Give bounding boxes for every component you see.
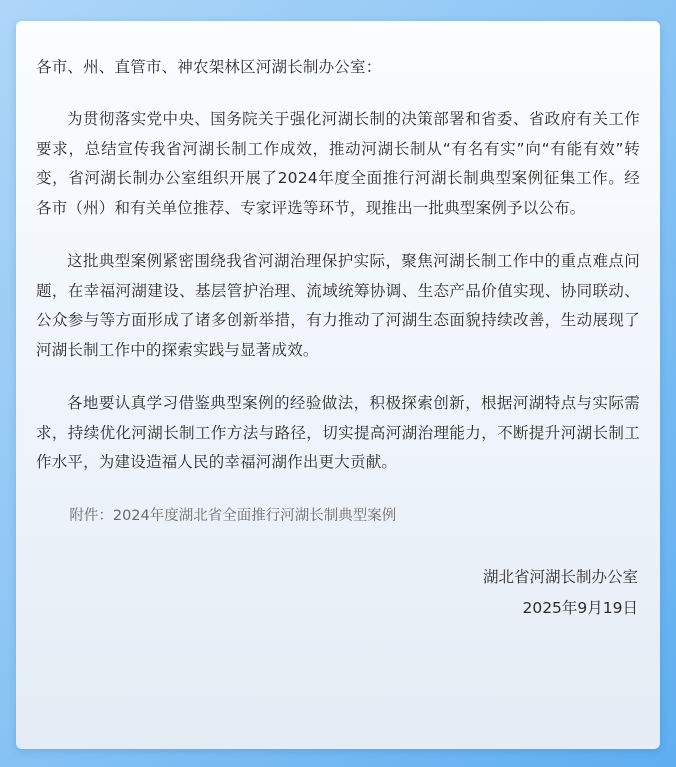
signoff: [36, 562, 640, 624]
paragraph-2: 这批典型案例紧密围绕我省河湖治理保护实际，聚焦河湖长制工作中的重点难点问题，在幸福河湖建设、基层管护治理、流域统筹协调、生态产品价值实现、协同联动、公众参与等方面形成了诸多创新举措，有力推动了河湖生态面貌持续改善，生动展现了河湖长制工作中的探索实践与显著成效。: [36, 252, 640, 359]
notice-card: [16, 21, 660, 749]
paragraph-3: 各地要认真学习借鉴典型案例的经验做法，积极探索创新，根据河湖特点与实际需求，持续优化河湖长制工作方法与路径，切实提高河湖治理能力，不断提升河湖长制工作水平，为建设造福人民的幸福河湖作出更大贡献。: [36, 394, 640, 471]
issue-date: 2025年9月19日: [522, 598, 638, 617]
salutation: 各市、州、直管市、神农架林区河湖长制办公室：: [36, 58, 382, 76]
issuer-name: 湖北省河湖长制办公室: [482, 567, 638, 586]
paragraph-1: 为贯彻落实党中央、国务院关于强化河湖长制的决策部署和省委、省政府有关工作要求，总结宣传我省河湖长制工作成效，推动河湖长制从“有名有实”向“有能有效”转变，省河湖长制办公室组织开展了2024年度全面推行河湖长制典型案例征集工作。经各市（州）和有关单位推荐、专家评选等环节，现推出一批典型案例予以公布。: [36, 110, 640, 217]
attachment-link[interactable]: 附件：2024年度湖北省全面推行河湖长制典型案例: [69, 507, 397, 524]
